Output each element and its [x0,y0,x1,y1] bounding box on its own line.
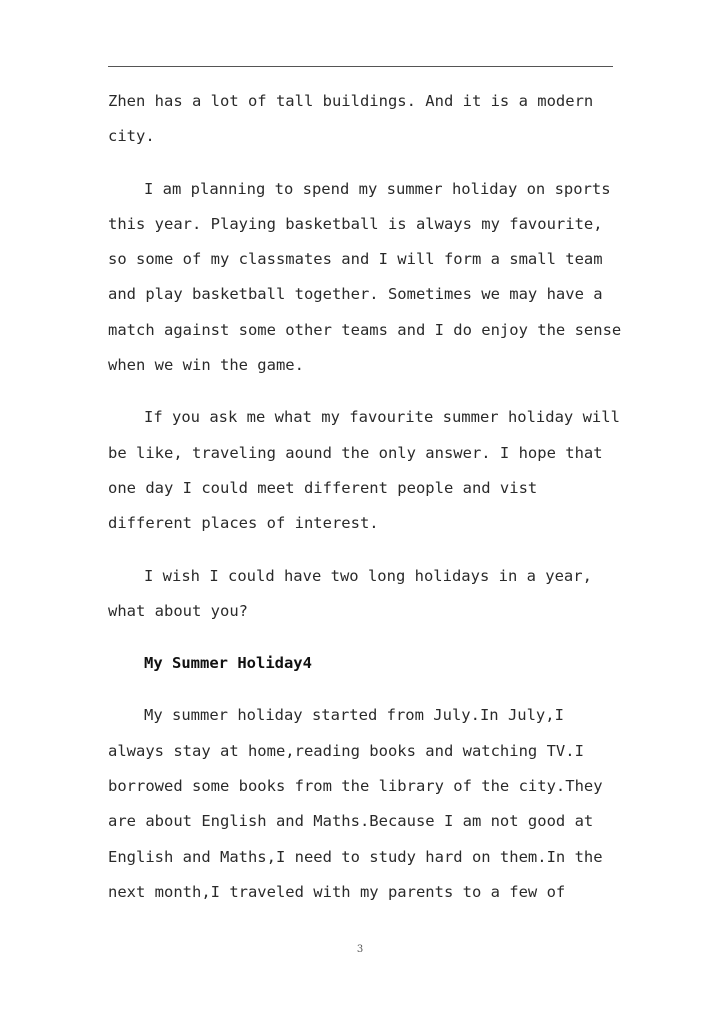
paragraph-2 [108,172,622,384]
text-line: I am planning to spend my summer holiday on sports [144,179,611,198]
text-line: match against some other teams and I do enjoy the sense [108,320,622,339]
text-line: and play basketball together. Sometimes we may have a [108,285,603,304]
text-line: different places of interest. [108,514,379,533]
text-line: If you ask me what my favourite summer holiday will [144,408,620,427]
text-line: next month,I traveled with my parents to a few of [108,882,566,901]
page-content [108,84,622,927]
section-heading: My Summer Holiday4 [144,654,312,673]
header-rule [108,66,613,67]
paragraph-5 [108,698,613,910]
paragraph-1 [108,84,613,155]
text-line: when we win the game. [108,356,304,375]
text-line: what about you? [108,601,248,620]
paragraph-3 [108,400,620,541]
text-line: I wish I could have two long holidays in a year, [144,566,592,585]
text-line: are about English and Maths.Because I am not good at [108,812,594,831]
text-line: so some of my classmates and I will form a small team [108,250,603,269]
text-line: be like, traveling aound the only answer. I hope that [108,443,603,462]
page-number: 3 [356,944,364,955]
text-line: Zhen has a lot of tall buildings. And it is a modern [108,92,594,110]
text-line: English and Maths,I need to study hard on them.In the [108,847,603,866]
paragraph-4 [108,559,613,630]
text-line: My summer holiday started from July.In July,I [144,706,564,725]
text-line: one day I could meet different people and vist [108,478,538,497]
text-line: city. [108,127,155,146]
text-line: borrowed some books from the library of the city.They [108,777,603,796]
text-line: this year. Playing basketball is always my favourite, [108,214,603,233]
text-line: always stay at home,reading books and watching TV.I [108,741,584,760]
